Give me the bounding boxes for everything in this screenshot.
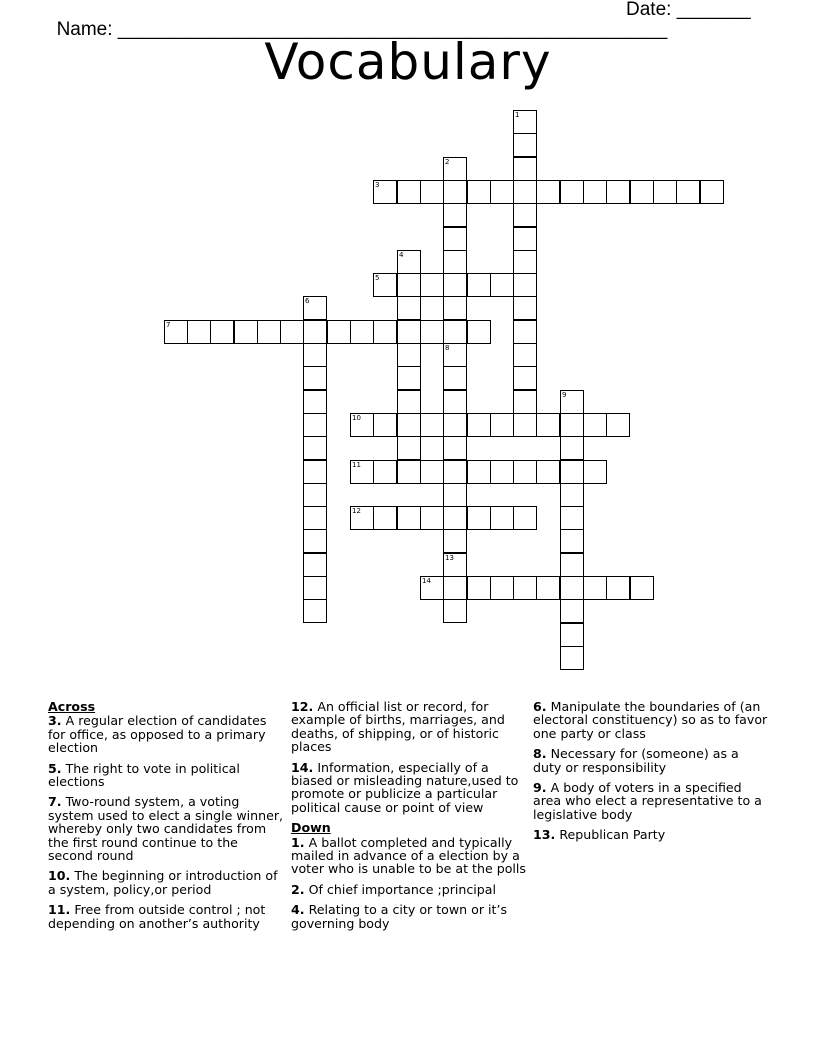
clue-down-6: 6. Manipulate the boundaries of (an electoral constituency) so as to favor one party or class [533,699,768,741]
grid-cell[interactable] [420,320,444,344]
page-title: Vocabulary [264,33,552,91]
clue-down-8: 8. Necessary for (someone) as a duty or responsibility [533,746,739,775]
down-heading: Down [291,820,331,836]
grid-cell[interactable] [420,413,444,437]
clue-number: 5 [375,274,380,282]
grid-cell[interactable] [443,203,467,227]
grid-cell[interactable] [164,320,188,344]
grid-cell[interactable] [443,413,467,437]
grid-cell[interactable] [303,460,327,484]
grid-cell[interactable] [397,460,421,484]
grid-cell[interactable] [420,273,444,297]
grid-cell[interactable] [397,413,421,437]
grid-cell[interactable] [560,623,584,647]
grid-cell[interactable] [397,180,421,204]
grid-cell[interactable] [513,203,537,227]
grid-cell[interactable] [443,227,467,251]
grid-cell[interactable] [443,157,467,181]
grid-cell[interactable] [257,320,281,344]
grid-cell[interactable] [303,599,327,623]
clues-column-2 [291,700,526,937]
grid-cell[interactable] [373,273,397,297]
clue-number: 12 [352,507,361,515]
grid-cell[interactable] [513,576,537,600]
grid-cell[interactable] [583,180,607,204]
clue-number: 11 [352,461,361,469]
grid-cell[interactable] [443,343,467,367]
grid-cell[interactable] [443,483,467,507]
grid-cell[interactable] [397,273,421,297]
grid-cell[interactable] [467,180,491,204]
grid-cell[interactable] [420,576,444,600]
clue-across-12: 12. An official list or record, for example of births, marriages, and deaths, of shipping, or of historic places [291,699,505,755]
clue-down-2: 2. Of chief importance ;principal [291,881,497,897]
grid-cell[interactable] [467,320,491,344]
grid-cell[interactable] [420,506,444,530]
grid-cell[interactable] [513,320,537,344]
grid-cell[interactable] [420,180,444,204]
grid-cell[interactable] [606,180,630,204]
across-heading: Across [48,699,96,714]
clue-across-10: 10. The beginning or introduction of a system, policy,or period [48,868,278,897]
grid-cell[interactable] [420,460,444,484]
grid-cell[interactable] [583,413,607,437]
grid-cell[interactable] [443,599,467,623]
grid-cell[interactable] [560,483,584,507]
grid-cell[interactable] [630,180,654,204]
grid-cell[interactable] [513,296,537,320]
grid-cell[interactable] [490,506,514,530]
grid-cell[interactable] [560,413,584,437]
grid-cell[interactable] [373,460,397,484]
grid-cell[interactable] [397,320,421,344]
grid-cell[interactable] [350,413,374,437]
grid-cell[interactable] [373,413,397,437]
clue-number: 8 [445,344,450,352]
grid-cell[interactable] [467,413,491,437]
clues-column-3 [533,700,768,849]
grid-cell[interactable] [443,250,467,274]
clues-column-1 [48,700,286,937]
grid-cell[interactable] [397,250,421,274]
grid-cell[interactable] [397,343,421,367]
grid-cell[interactable] [397,436,421,460]
grid-cell[interactable] [513,133,537,157]
grid-cell[interactable] [280,320,304,344]
clue-number: 6 [305,297,310,305]
grid-cell[interactable] [443,296,467,320]
grid-cell[interactable] [443,460,467,484]
clue-number: 3 [375,181,380,189]
grid-cell[interactable] [513,110,537,134]
clue-number: 1 [515,111,520,119]
grid-cell[interactable] [303,413,327,437]
grid-cell[interactable] [630,576,654,600]
clue-down-1: 1. A ballot completed and typically mailed in advance of a election by a voter who is unable to be at the polls [291,834,526,877]
grid-cell[interactable] [583,460,607,484]
grid-cell[interactable] [560,180,584,204]
grid-cell[interactable] [443,180,467,204]
grid-cell[interactable] [443,553,467,577]
name-field[interactable]: Name: ____________________________________________________ [56,19,668,40]
grid-cell[interactable] [583,576,607,600]
grid-cell[interactable] [513,273,537,297]
grid-cell[interactable] [490,460,514,484]
clue-number: 7 [166,321,171,329]
clue-across-7: 7. Two-round system, a voting system used to elect a single winner, whereby only two candidates from the first round continue to the second round [48,794,284,864]
grid-cell[interactable] [303,436,327,460]
grid-cell[interactable] [303,320,327,344]
clue-number: 10 [352,414,361,422]
grid-cell[interactable] [397,506,421,530]
grid-cell[interactable] [513,413,537,437]
grid-cell[interactable] [490,576,514,600]
grid-cell[interactable] [513,460,537,484]
clue-across-5: 5. The right to vote in political elections [48,760,240,790]
grid-cell[interactable] [606,576,630,600]
grid-cell[interactable] [443,320,467,344]
grid-cell[interactable] [443,273,467,297]
clue-across-14: 14. Information, especially of a biased or misleading nature,used to promote or publicize a particular political cause or point of view [291,759,519,815]
grid-cell[interactable] [350,460,374,484]
grid-cell[interactable] [560,599,584,623]
grid-cell[interactable] [513,250,537,274]
clue-number: 4 [399,251,404,259]
grid-cell[interactable] [467,506,491,530]
grid-cell[interactable] [490,413,514,437]
grid-cell[interactable] [700,180,724,204]
clue-across-3: 3. A regular election of candidates for office, as opposed to a primary election [48,713,267,756]
grid-cell[interactable] [303,529,327,553]
grid-cell[interactable] [560,576,584,600]
grid-cell[interactable] [513,227,537,251]
grid-cell[interactable] [467,576,491,600]
clue-number: 13 [445,554,454,562]
grid-cell[interactable] [443,390,467,414]
grid-cell[interactable] [560,529,584,553]
date-field[interactable]: Date: _______ [626,0,751,20]
grid-cell[interactable] [303,553,327,577]
grid-cell[interactable] [560,390,584,414]
grid-cell[interactable] [350,320,374,344]
grid-cell[interactable] [303,366,327,390]
grid-cell[interactable] [443,576,467,600]
grid-cell[interactable] [513,157,537,181]
grid-cell[interactable] [303,343,327,367]
grid-cell[interactable] [513,366,537,390]
grid-cell[interactable] [373,320,397,344]
grid-cell[interactable] [536,413,560,437]
grid-cell[interactable] [606,413,630,437]
clue-across-11: 11. Free from outside control ; not depending on another’s authority [48,902,266,931]
grid-cell[interactable] [560,646,584,670]
grid-cell[interactable] [303,576,327,600]
grid-cell[interactable] [210,320,234,344]
grid-cell[interactable] [443,506,467,530]
grid-cell[interactable] [187,320,211,344]
grid-cell[interactable] [443,436,467,460]
clue-down-13: 13. Republican Party [533,827,666,843]
clue-number: 9 [562,391,567,399]
clue-down-4: 4. Relating to a city or town or it’s governing body [291,902,508,931]
grid-cell[interactable] [653,180,677,204]
grid-cell[interactable] [536,460,560,484]
grid-cell[interactable] [397,366,421,390]
grid-cell[interactable] [490,273,514,297]
grid-cell[interactable] [560,553,584,577]
grid-cell[interactable] [373,180,397,204]
clue-number: 14 [422,577,431,585]
grid-cell[interactable] [490,180,514,204]
grid-cell[interactable] [443,529,467,553]
clue-down-9: 9. A body of voters in a specified area who elect a representative to a legislative body [533,780,762,822]
grid-cell[interactable] [513,343,537,367]
grid-cell[interactable] [676,180,700,204]
grid-cell[interactable] [397,390,421,414]
grid-cell[interactable] [397,296,421,320]
grid-cell[interactable] [467,460,491,484]
grid-cell[interactable] [560,506,584,530]
grid-cell[interactable] [467,273,491,297]
grid-cell[interactable] [536,180,560,204]
grid-cell[interactable] [303,483,327,507]
grid-cell[interactable] [234,320,258,344]
clue-number: 2 [445,158,450,166]
grid-cell[interactable] [373,506,397,530]
grid-cell[interactable] [303,296,327,320]
grid-cell[interactable] [443,366,467,390]
grid-cell[interactable] [303,506,327,530]
grid-cell[interactable] [350,506,374,530]
grid-cell[interactable] [513,506,537,530]
grid-cell[interactable] [327,320,351,344]
grid-cell[interactable] [536,576,560,600]
grid-cell[interactable] [513,180,537,204]
grid-cell[interactable] [560,436,584,460]
grid-cell[interactable] [513,390,537,414]
grid-cell[interactable] [560,460,584,484]
grid-cell[interactable] [303,390,327,414]
